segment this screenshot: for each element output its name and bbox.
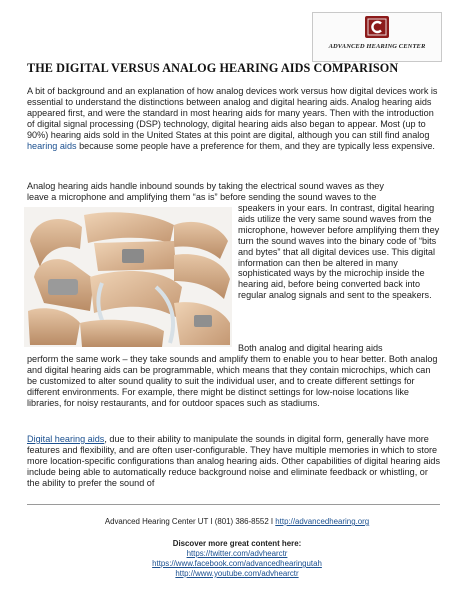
both-paragraph: perform the same work – they take sounds and amplify them to enable you to hear better. Both analog and digital hearing aids can be programmable, which means that they contain microchips, which can be customized to alter sound quality to suit the individual user, and to create different settings for different environments. For example, there might be distinct settings for low-noise locations like libraries, for noisy restaurants, and for outdoor spaces such as stadiums. [27,354,438,408]
digital-text: , due to their ability to manipulate the sounds in digital form, generally have more features and flexibility, and are often user-configurable. They have multiple memories in which to store more location-specific configurations than analog hearing aids. Other capabilities of digital hearing aids include being able to automatically reduce background noise and eliminate feedback or whistling, or the ability to prefer the sound of [27,434,440,488]
analog-line-2: leave a microphone and amplifying them “as is” before sending the sound waves to the [27,191,377,202]
company-logo [312,12,442,62]
both-paragraph-lead: Both analog and digital hearing aids [238,343,383,353]
analog-paragraph-lead [27,181,457,203]
footer-contact [0,517,474,527]
twitter-link[interactable]: https://twitter.com/advhearctr [186,549,288,558]
facebook-link[interactable]: https://www.facebook.com/advancedhearingutah [152,559,322,568]
digital-hearing-aids-link[interactable]: Digital hearing aids [27,434,105,444]
intro-text-end: because some people have a preference for them, and they are typically less expensive. [76,140,435,151]
contact-text: Advanced Hearing Center UT I (801) 386-8552 I [104,517,276,526]
youtube-link[interactable]: http://www.youtube.com/advhearctr [175,569,299,578]
website-link[interactable]: http://advancedhearing.org [275,517,370,526]
intro-text: A bit of background and an explanation of how analog devices work versus how digital devices work is essential to understand the distinctions between analog and digital hearing aids. Analog hearing aids appeared first, and were the standard in most hearing aids for many years. Then with the introduction of digital signal processing (DSP) technology, digital hearing aids also began to appear. Most (up to 90%) hearing aids sold in the United States at this point are digital, although you can still find analog [27,86,438,140]
discover-heading: Discover more great content here: [172,539,302,548]
logo-text: ADVANCED HEARING CENTER [328,43,426,50]
intro-paragraph [27,86,443,151]
analog-paragraph-side: speakers in your ears. In contrast, digital hearing aids utilize the very same sound waves from the microphone, however before amplifying them they turn the sound waves into the binary code of “bits and bytes” that all digital devices use. This digital information can then be altered in many sophisticated ways by the microchip inside the hearing aid, before being converted back into regular analog signals and sent to the speakers. [238,203,440,301]
page-title: THE DIGITAL VERSUS ANALOG HEARING AIDS COMPARISON [27,61,399,75]
digital-paragraph [27,434,443,489]
footer-divider [27,504,440,505]
hearing-aids-image [24,207,232,347]
logo-c-icon [365,16,389,38]
analog-line-1: Analog hearing aids handle inbound sounds by taking the electrical sound waves as they [27,181,384,191]
footer-links [0,549,474,579]
hearing-aids-link[interactable]: hearing aids [27,140,77,151]
